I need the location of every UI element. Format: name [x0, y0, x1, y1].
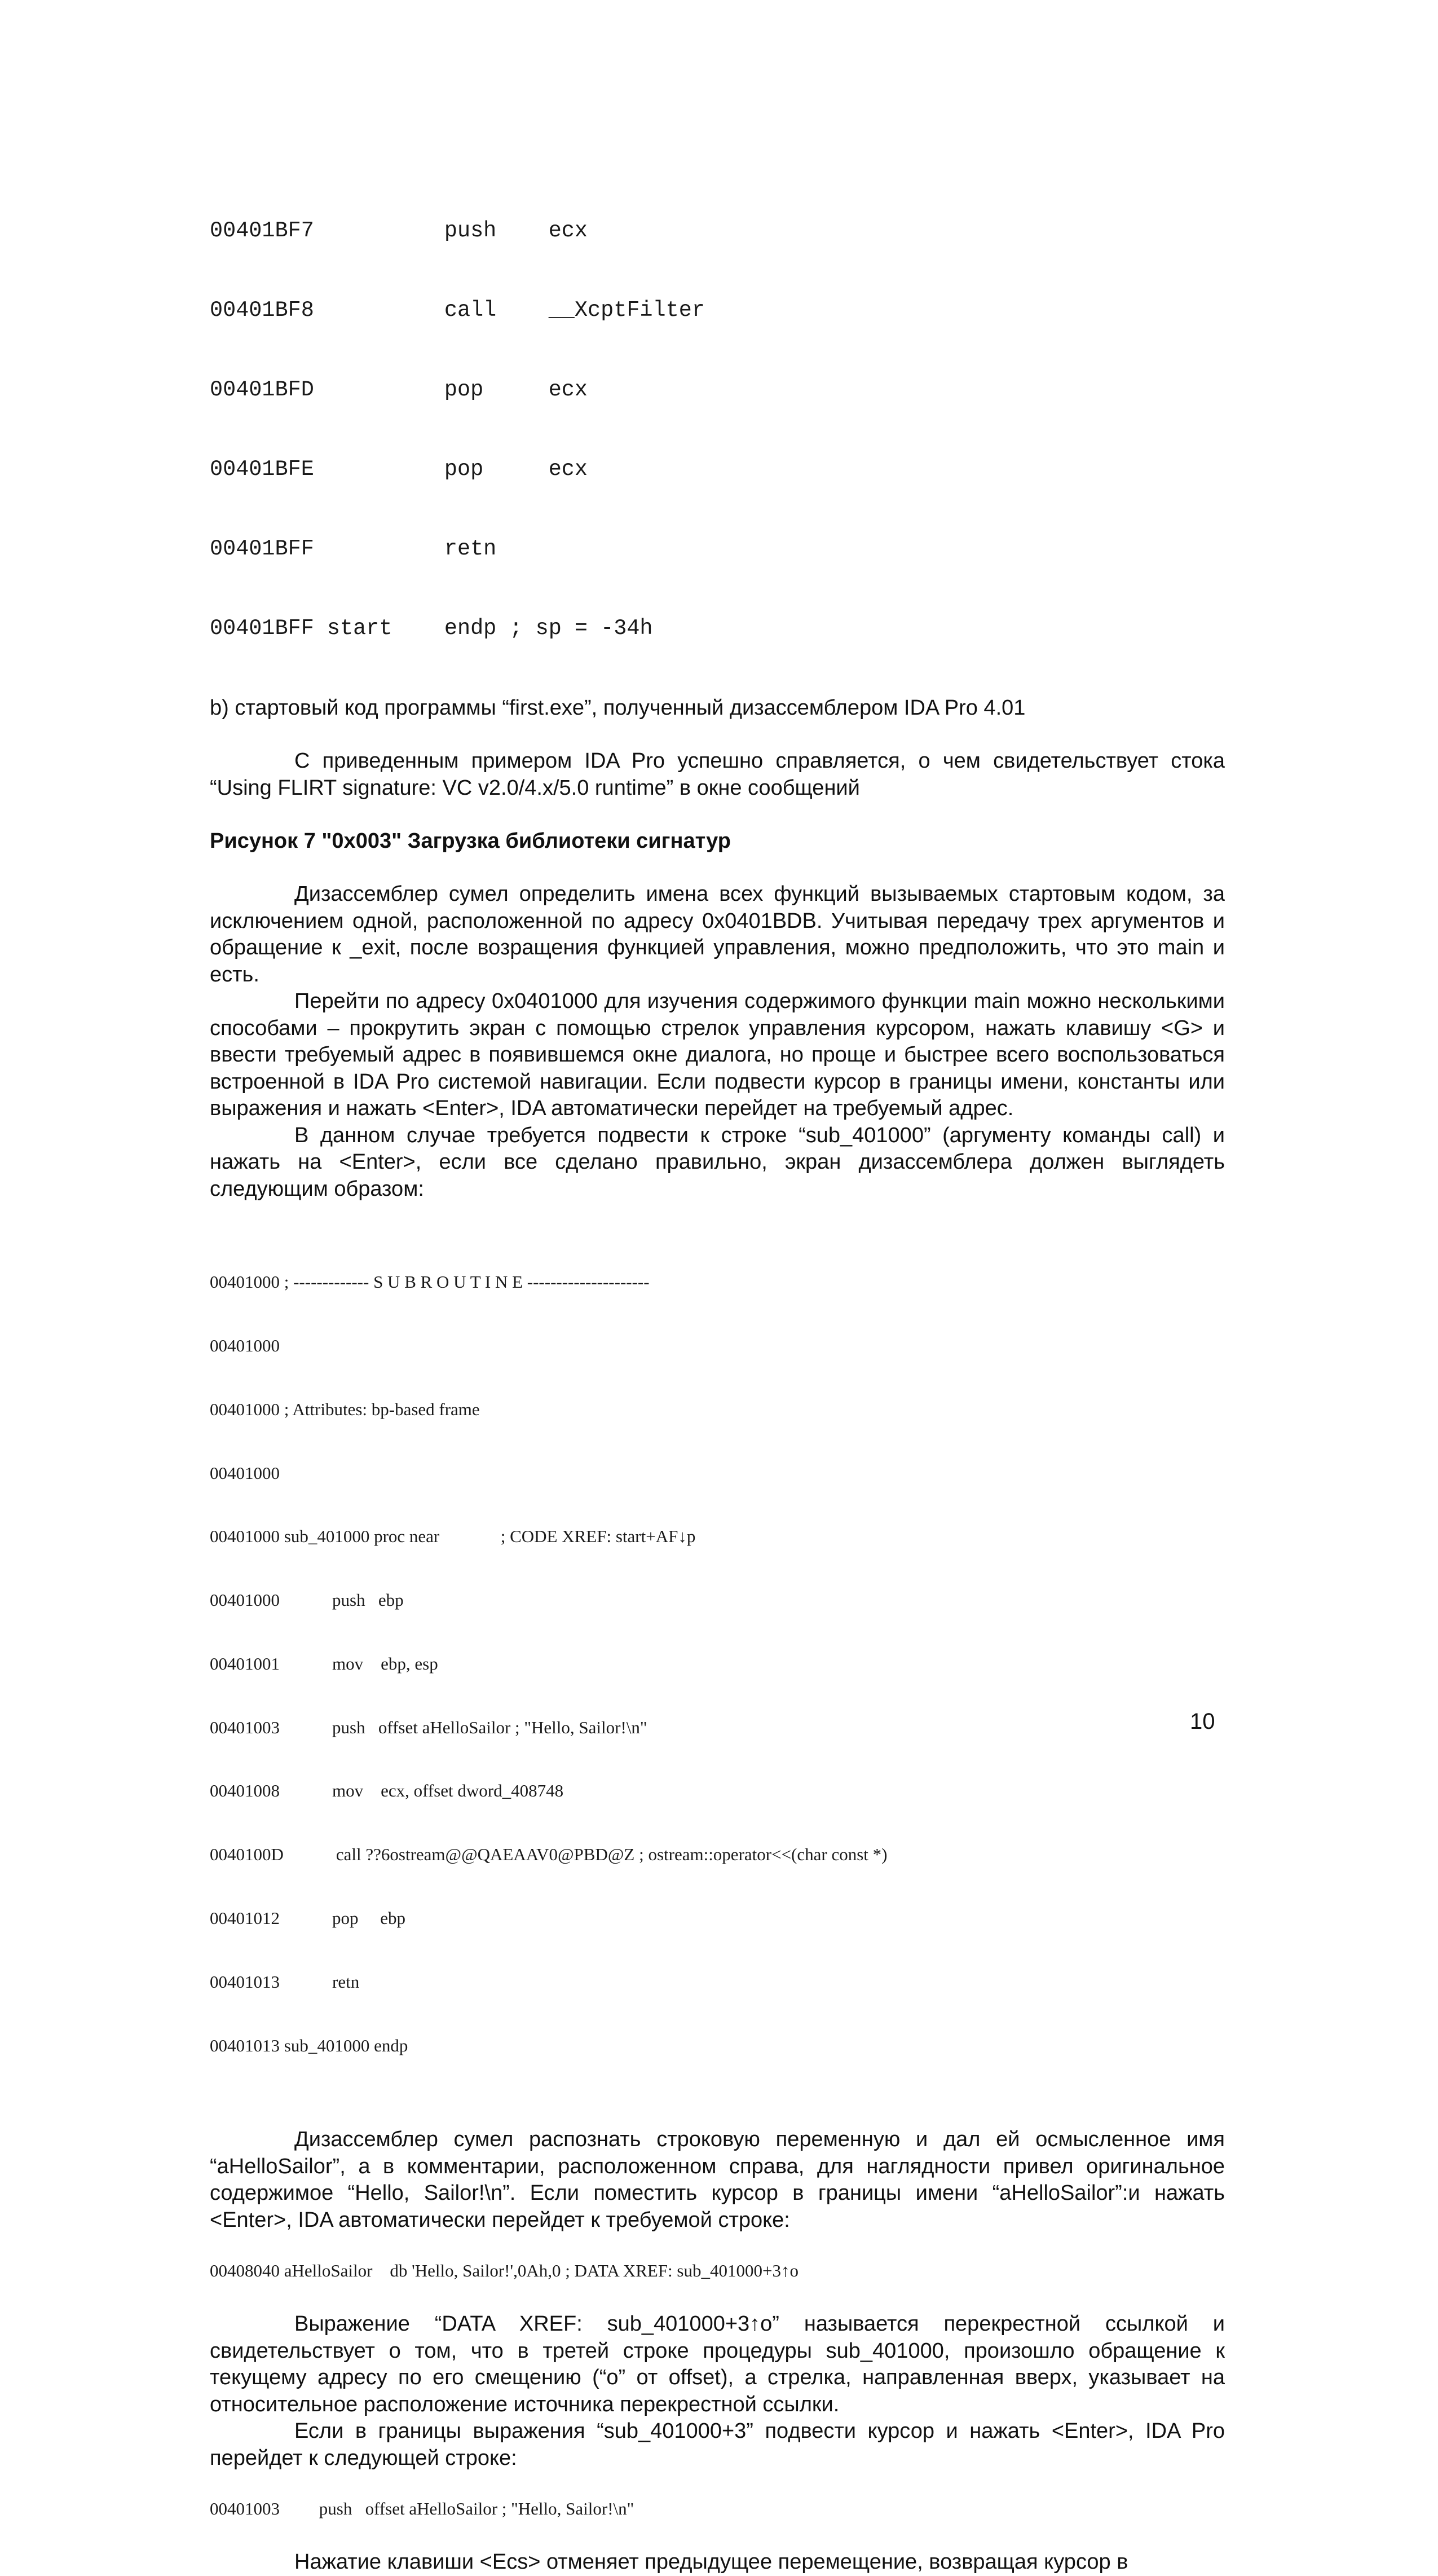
- code-line: 00401013 sub_401000 endp: [210, 2035, 408, 2055]
- paragraph: В данном случае требуется подвести к строке “sub_401000” (аргументу команды call) и нажать на <Enter>, если все сделано правильно, экран дизассемблера должен выглядеть следующим образом:: [210, 1123, 1225, 1201]
- code-line: 00401000 ; ------------- S U B R O U T I N E ---------------------: [210, 1272, 650, 1292]
- code-line: 00401000 ; Attributes: bp-based frame: [210, 1399, 480, 1419]
- paragraph: Нажатие клавиши <Ecs> отменяет предыдущее перемещение, возвращая курсор в: [294, 2550, 1128, 2574]
- code-line: 00401000: [210, 1335, 280, 1355]
- paragraph: Если в границы выражения “sub_401000+3” подвести курсор и нажать <Enter>, IDA Pro перейдет к следующей строке:: [210, 2419, 1225, 2470]
- code-line: 00401BF7 push ecx: [210, 218, 588, 243]
- code-line: 00401000 sub_401000 proc near ; CODE XREF: start+AF↓p: [210, 1526, 696, 1547]
- paragraph: Дизассемблер сумел распознать строковую переменную и дал ей осмысленное имя “aHelloSailor”, а в комментарии, расположенном справа, для наглядности привел оригинальное содержимое “Hello, Sailor!\n”. Если поместить курсор в границы имени “aHelloSailor”:и нажать <Enter>, IDA автоматически перейдет к требуемой строке:: [210, 2128, 1225, 2232]
- code-line-push: 00401003 push offset aHelloSailor ; "Hello, Sailor!\n": [210, 2499, 634, 2519]
- code-line: 00401013 retn: [210, 1971, 360, 1992]
- code-line: 00401BF8 call __XcptFilter: [210, 298, 705, 323]
- code-line: 00401BFF retn: [210, 536, 497, 561]
- code-line: 00401001 mov ebp, esp: [210, 1653, 438, 1674]
- code-line-data-xref: 00408040 aHelloSailor db 'Hello, Sailor!',0Ah,0 ; DATA XREF: sub_401000+3↑o: [210, 2261, 799, 2281]
- code-line: 00401000: [210, 1463, 280, 1483]
- paragraph: Выражение “DATA XREF: sub_401000+3↑o” называется перекрестной ссылкой и свидетельствует о том, что в третей строке процедуры sub_401000, произошло обращение к текущему адресу по его смещению (“o” от offset), а стрелка, направленная вверх, указывает на относительное расположение источника перекрестной ссылки.: [210, 2312, 1225, 2416]
- code-line: 00401008 mov ecx, offset dword_408748: [210, 1781, 564, 1801]
- page-number: 10: [1190, 1709, 1215, 1734]
- code-line: 0040100D call ??6ostream@@QAEAAV0@PBD@Z ; ostream::operator<<(char const *): [210, 1844, 888, 1865]
- paragraph: С приведенным примером IDA Pro успешно справляется, о чем свидетельствует стока “Using FLIRT signature: VC v2.0/4.x/5.0 runtime” в окне сообщений: [210, 749, 1225, 800]
- code-line: 00401000 push ebp: [210, 1590, 404, 1610]
- paragraph: Перейти по адресу 0x0401000 для изучения содержимого функции main можно несколькими способами – прокрутить экран с помощью стрелок управления курсором, нажать клавишу <G> и ввести требуемый адрес в появившемся окне диалога, но проще и быстрее всего воспользоваться встроенной в IDA Pro системой навигации. Если подвести курсор в границы имени, константы или выражения и нажать <Enter>, IDA автоматически перейдет на требуемый адрес.: [210, 989, 1225, 1120]
- code-line: 00401BFD pop ecx: [210, 377, 588, 402]
- figure-heading: Рисунок 7 "0x003" Загрузка библиотеки сигнатур: [210, 829, 731, 853]
- code-line: 00401003 push offset aHelloSailor ; "Hello, Sailor!\n": [210, 1717, 647, 1737]
- code-line: 00401BFF start endp ; sp = -34h: [210, 616, 653, 641]
- code-block-subroutine: [210, 1229, 1225, 2098]
- document-page: [210, 165, 1225, 2576]
- code-line: 00401012 pop ebp: [210, 1908, 406, 1928]
- listing-caption: b) стартовый код программы “first.exe”, полученный дизассемблером IDA Pro 4.01: [210, 696, 1026, 720]
- code-line: 00401BFE pop ecx: [210, 457, 588, 482]
- code-block-start-epilogue: [210, 165, 1225, 695]
- paragraph: Дизассемблер сумел определить имена всех функций вызываемых стартовым кодом, за исключением одной, расположенной по адресу 0x0401BDB. Учитывая передачу трех аргументов и обращение к _exit, после возращения функцией управления, можно предположить, что это main и есть.: [210, 882, 1225, 987]
